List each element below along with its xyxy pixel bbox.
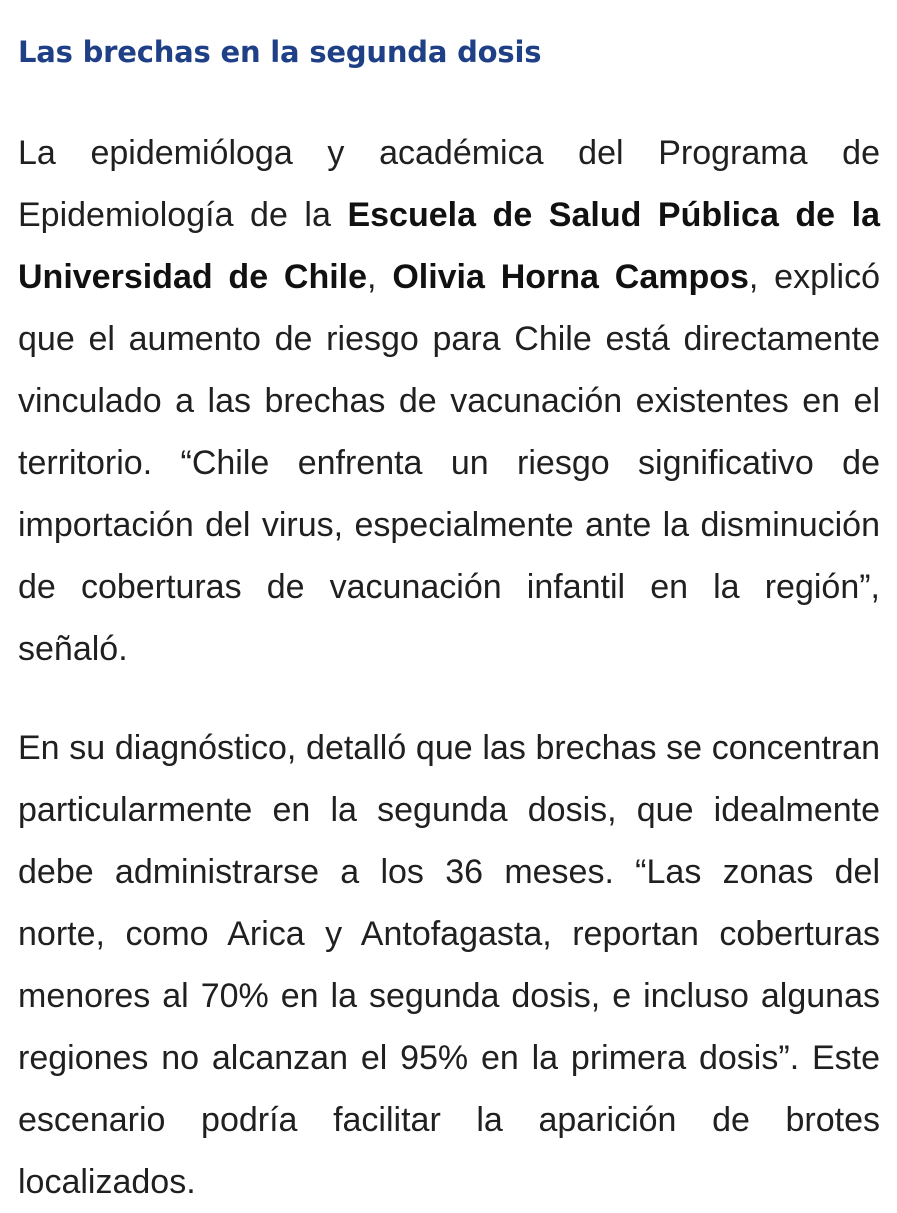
paragraph-2: En su diagnóstico, detalló que las brechas se concentran particularmente en la segunda dosis, que idealmente debe administrarse a los 36 meses. “Las zonas del norte, como Arica y Antofagasta, reportan coberturas menores al 70% en la segunda dosis, e incluso algunas regiones no alcanzan el 95% en la primera dosis”. Este escenario podría facilitar la aparición de brotes localizados.: [18, 729, 880, 1201]
person-name: Olivia Horna Campos: [392, 258, 749, 296]
paragraph-1: [18, 122, 880, 680]
section-heading: Las brechas en la segunda dosis: [18, 35, 542, 69]
paragraph-1-text-b: ,: [367, 258, 393, 296]
paragraph-1-text-c: , explicó que el aumento de riesgo para Chile está directamente vinculado a las brechas de vacunación existentes en el territorio. “Chile enfrenta un riesgo significativo de importación del virus, especialmente ante la disminución de coberturas de vacunación infantil en la región”, señaló.: [18, 258, 880, 668]
institution-name: Escuela de Salud Pública de la Universidad de Chile: [18, 196, 881, 296]
article: [18, 0, 880, 1213]
paragraph-1-text-a: La epidemióloga y académica del Programa de Epidemiología de la: [18, 134, 880, 234]
